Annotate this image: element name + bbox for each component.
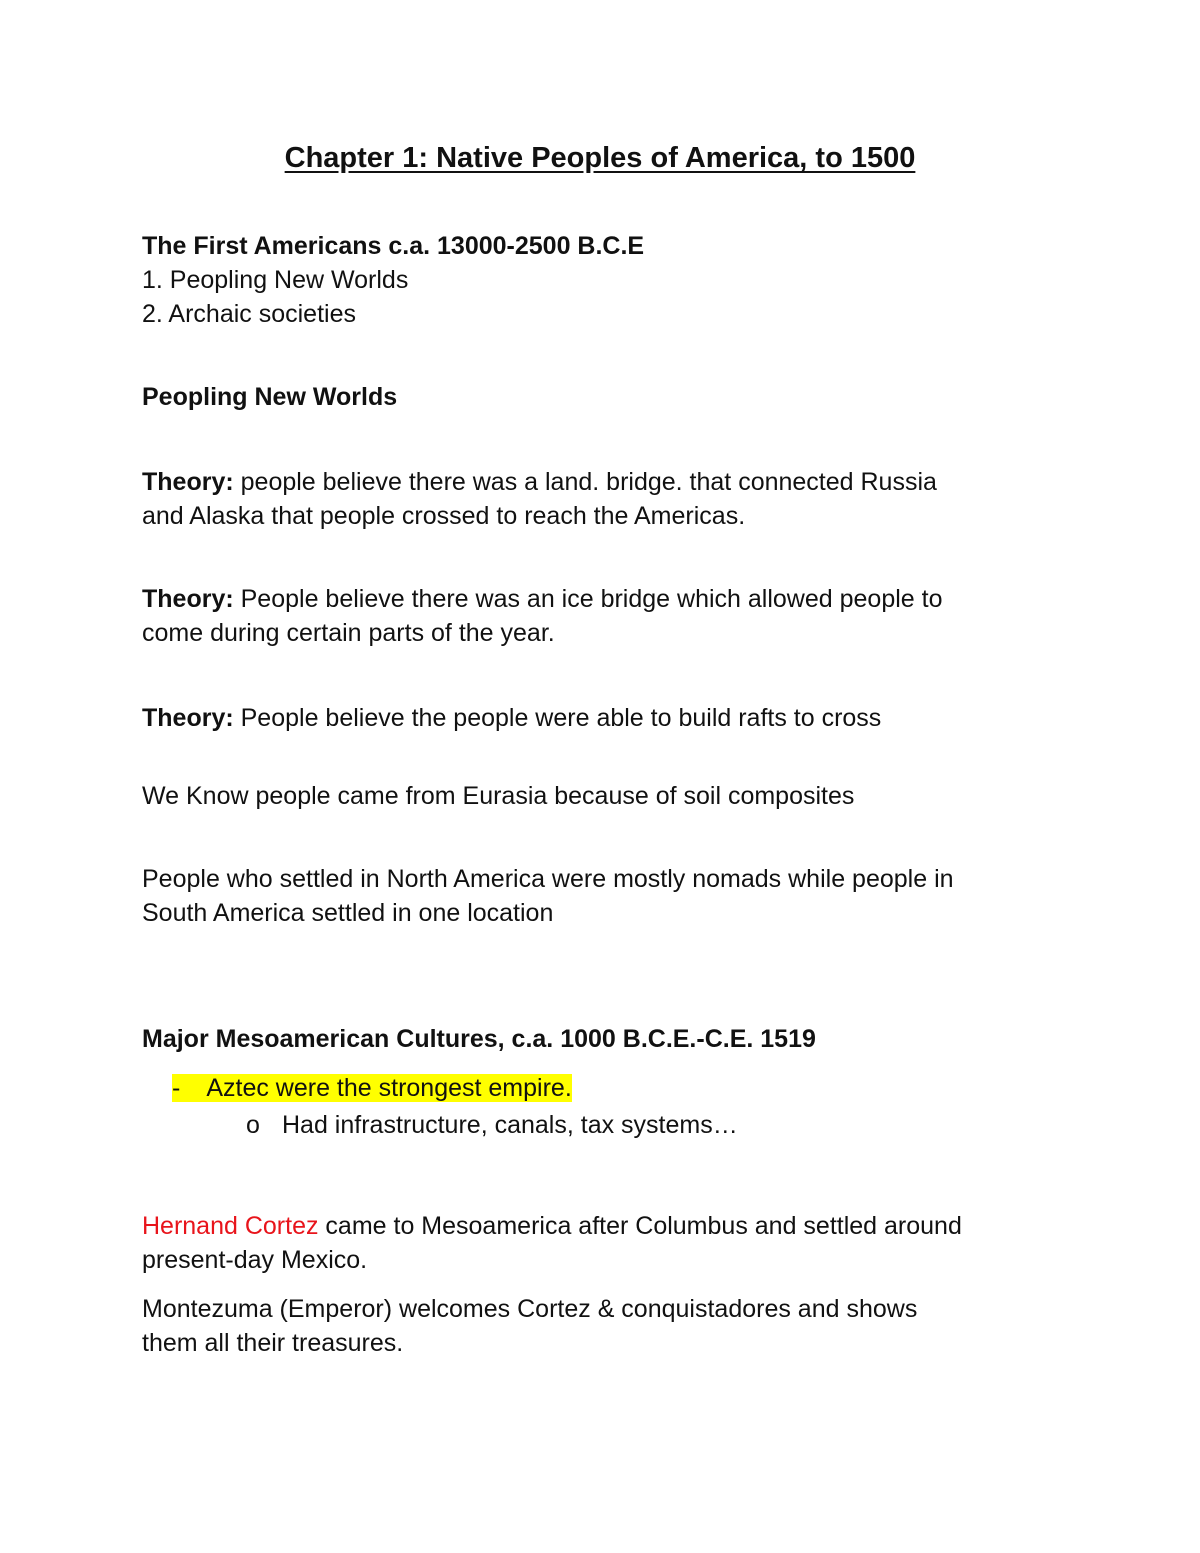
dash-marker: - — [172, 1074, 181, 1102]
theory-1-line-2: and Alaska that people crossed to reach the Americas. — [142, 502, 746, 530]
section-heading-peopling: Peopling New Worlds — [142, 383, 398, 411]
section-heading-mesoamerican: Major Mesoamerican Cultures, c.a. 1000 B.C.E.-C.E. 1519 — [142, 1025, 816, 1053]
circle-bullet-marker: o — [246, 1111, 260, 1139]
theory-2-line-2: come during certain parts of the year. — [142, 619, 555, 647]
montezuma-line-2: them all their treasures. — [142, 1329, 404, 1357]
theory-3-line-1 — [142, 701, 881, 735]
sub-bullet-text: Had infrastructure, canals, tax systems… — [282, 1111, 738, 1139]
theory-label: Theory: — [142, 585, 234, 613]
sub-bullet-infrastructure — [246, 1108, 738, 1142]
cortez-line-1 — [142, 1209, 962, 1243]
cortez-name: Hernand Cortez — [142, 1212, 319, 1240]
theory-1-text: people believe there was a land. bridge. that connected Russia — [233, 468, 937, 496]
fact-nomads-line-2: South America settled in one location — [142, 899, 554, 927]
cortez-line-2: present-day Mexico. — [142, 1246, 368, 1274]
bullet-aztec — [172, 1071, 572, 1105]
fact-eurasia: We Know people came from Eurasia because of soil composites — [142, 782, 855, 810]
bullet-aztec-text: Aztec were the strongest empire. — [206, 1074, 572, 1102]
list-item: 1. Peopling New Worlds — [142, 266, 409, 294]
list-item: 2. Archaic societies — [142, 300, 356, 328]
montezuma-line-1: Montezuma (Emperor) welcomes Cortez & conquistadores and shows — [142, 1295, 918, 1323]
page-title: Chapter 1: Native Peoples of America, to 1500 — [284, 142, 916, 174]
theory-2-text: People believe there was an ice bridge which allowed people to — [233, 585, 943, 613]
theory-1-line-1 — [142, 465, 937, 499]
theory-label: Theory: — [142, 704, 234, 732]
cortez-text: came to Mesoamerica after Columbus and settled around — [318, 1212, 962, 1240]
section-heading-first-americans: The First Americans c.a. 13000-2500 B.C.E — [142, 232, 645, 260]
theory-2-line-1 — [142, 582, 942, 616]
fact-nomads-line-1: People who settled in North America were mostly nomads while people in — [142, 865, 954, 893]
theory-3-text: People believe the people were able to build rafts to cross — [233, 704, 882, 732]
theory-label: Theory: — [142, 468, 234, 496]
